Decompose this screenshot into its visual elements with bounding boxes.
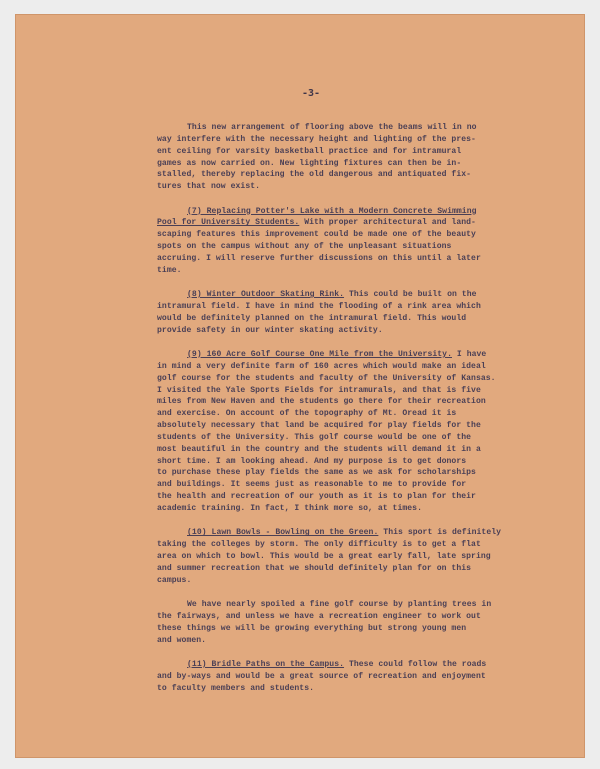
text-line: provide safety in our winter skating activity. xyxy=(157,325,383,335)
text-line: short time. I am looking ahead. And my purpose is to get donors xyxy=(157,456,467,466)
paragraph xyxy=(157,289,537,336)
paragraph xyxy=(157,206,537,277)
text-line: would be definitely planned on the intramural field. This would xyxy=(157,313,467,323)
text-line: ent ceiling for varsity basketball practice and for intramural xyxy=(157,146,462,156)
text-line: to purchase these play fields the same as we ask for scholarships xyxy=(157,468,476,478)
text-line: in mind a very definite farm of 160 acres which would make an ideal xyxy=(157,361,486,371)
paragraph xyxy=(157,659,537,695)
text-line: and women. xyxy=(157,635,207,645)
text-line: the health and recreation of our youth as it is to plan for their xyxy=(157,492,476,502)
section-heading: (10) Lawn Bowls - Bowling on the Green. xyxy=(187,528,379,538)
page-number: -3- xyxy=(302,88,321,99)
text-line: We have nearly spoiled a fine golf course by planting trees in xyxy=(187,600,492,610)
paragraph xyxy=(157,599,537,646)
section-heading: (7) Replacing Potter's Lake with a Modern Concrete Swimming xyxy=(187,206,477,216)
text-line: stalled, thereby replacing the old dangerous and antiquated fix- xyxy=(157,170,472,180)
section-heading: (11) Bridle Paths on the Campus. xyxy=(187,659,345,669)
text-line: (9) 160 Acre Golf Course One Mile from the University. I have xyxy=(187,350,487,359)
text-line: tures that now exist. xyxy=(157,182,261,192)
text-line: This new arrangement of flooring above the beams will in no xyxy=(187,123,477,132)
text-line: way interfere with the necessary height and lighting of the pres- xyxy=(157,134,476,144)
text-line: and buildings. It seems just as reasonable to me to provide for xyxy=(157,480,467,490)
paragraph xyxy=(157,349,537,515)
section-heading: (8) Winter Outdoor Skating Rink. xyxy=(187,290,345,300)
text-line: Pool for University Students. With proper architectural and land- xyxy=(157,218,476,228)
text-line: these things we will be growing everything but strong young men xyxy=(157,623,467,633)
text-line: (8) Winter Outdoor Skating Rink. This could be built on the xyxy=(187,290,477,300)
text-line: the fairways, and unless we have a recreation engineer to work out xyxy=(157,611,481,621)
text-line: time. xyxy=(157,265,182,275)
text-line: miles from New Haven and the students go there for their recreation xyxy=(157,397,486,407)
text-line: golf course for the students and faculty of the University of Kansas. xyxy=(157,373,496,383)
text-line: games as now carried on. New lighting fixtures can then be in- xyxy=(157,158,462,168)
text-line: I visited the Yale Sports Fields for intramurals, and that is five xyxy=(157,385,481,395)
text-line: academic training. In fact, I think more so, at times. xyxy=(157,503,422,513)
text-line: accruing. I will reserve further discussions on this until a later xyxy=(157,253,481,263)
paragraph xyxy=(157,122,537,193)
text-line: scaping features this improvement could be made one of the beauty xyxy=(157,230,476,240)
text-line: spots on the campus without any of the unpleasant situations xyxy=(157,242,452,252)
text-line: campus. xyxy=(157,575,192,585)
paragraph xyxy=(157,527,537,586)
section-heading: (9) 160 Acre Golf Course One Mile from the University. xyxy=(187,350,452,359)
text-line: to faculty members and students. xyxy=(157,683,315,693)
text-line: area on which to bowl. This would be a great early fall, late spring xyxy=(157,552,491,561)
text-line: and by-ways and would be a great source of recreation and enjoyment xyxy=(157,671,486,681)
text-line xyxy=(157,206,537,218)
text-line: most beautiful in the country and the students will demand it in a xyxy=(157,444,481,454)
text-line: (10) Lawn Bowls - Bowling on the Green. This sport is definitely xyxy=(187,528,502,538)
text-line: absolutely necessary that land be acquired for play fields for the xyxy=(157,421,481,431)
text-line: and exercise. On account of the topography of Mt. Oread it is xyxy=(157,409,457,419)
text-line: (11) Bridle Paths on the Campus. These could follow the roads xyxy=(187,659,487,669)
text-line: intramural field. I have in mind the flooding of a rink area which xyxy=(157,301,481,311)
section-heading-continued: Pool for University Students. xyxy=(157,218,300,228)
document-body xyxy=(157,122,537,707)
document-page xyxy=(15,14,585,758)
text-line: and summer recreation that we should definitely plan for on this xyxy=(157,563,472,573)
text-line: taking the colleges by storm. The only difficulty is to get a flat xyxy=(157,540,481,550)
text-line: students of the University. This golf course would be one of the xyxy=(157,432,472,442)
